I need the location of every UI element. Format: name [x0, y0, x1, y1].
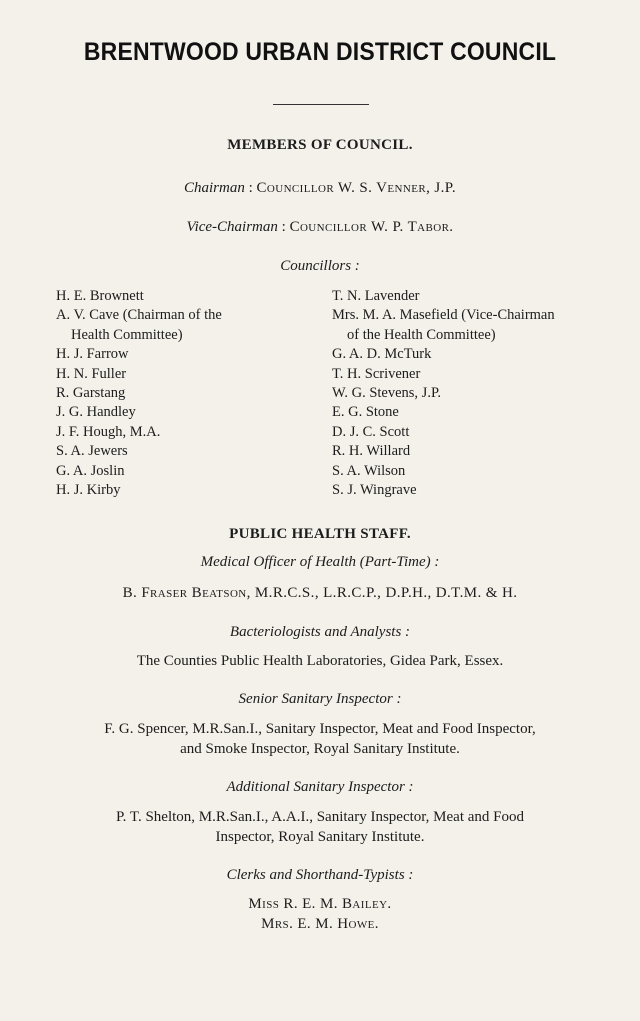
councillors-label: Councillors : [280, 258, 360, 274]
clerk-2-text: Mrs. E. M. Howe. [261, 916, 379, 932]
title-divider [273, 104, 369, 105]
clerk-2 [0, 916, 640, 933]
bacteriologists-name: The Counties Public Health Laboratories, Gidea Park, Essex. [136, 653, 504, 669]
councillor-name: T. N. Lavender [332, 288, 420, 304]
clerks-role: Clerks and Shorthand-Typists : [226, 867, 414, 883]
additional-inspector-line-1: P. T. Shelton, M.R.San.I., A.A.I., Sanitary Inspector, Meat and Food [116, 809, 524, 825]
members-heading: MEMBERS OF COUNCIL. [227, 137, 413, 153]
councillor-name: H. E. Brownett [56, 288, 144, 304]
councillor-name: E. G. Stone [332, 404, 399, 421]
moh-name-text: B. Fraser Beatson, M.R.C.S., L.R.C.P., D.P.H., D.T.M. & H. [122, 585, 518, 601]
page-title: BRENTWOOD URBAN DISTRICT COUNCIL [83, 38, 557, 66]
councillor-name: S. J. Wingrave [332, 482, 417, 499]
chairman-line: Chairman : Councillor W. S. Venner, J.P. [183, 180, 456, 196]
councillor-name: Mrs. M. A. Masefield (Vice-Chairman [332, 307, 555, 324]
councillor-name: T. H. Scrivener [332, 365, 421, 382]
additional-inspector-role: Additional Sanitary Inspector : [226, 779, 414, 795]
councillor-name: of the Health Committee) [347, 326, 496, 343]
councillor-name: D. J. C. Scott [332, 423, 410, 440]
senior-inspector-line-1: F. G. Spencer, M.R.San.I., Sanitary Inspector, Meat and Food Inspector, [104, 721, 536, 737]
councillor-name: G. A. D. McTurk [332, 346, 432, 363]
chairman-role: Chairman [183, 180, 245, 196]
councillor-name: R. H. Willard [332, 443, 411, 460]
councillor-name: G. A. Joslin [56, 462, 125, 479]
councillor-name: S. A. Jewers [56, 443, 128, 460]
chairman-name: Councillor W. S. Venner, J.P. [256, 180, 456, 196]
councillor-name: J. G. Handley [56, 404, 136, 421]
senior-inspector-line-2: and Smoke Inspector, Royal Sanitary Institute. [180, 741, 460, 757]
vice-chairman-role: Vice-Chairman [186, 219, 278, 235]
additional-inspector-line-2: Inspector, Royal Sanitary Institute. [215, 829, 425, 845]
councillor-name: J. F. Hough, M.A. [56, 423, 161, 440]
councillor-name: W. G. Stevens, J.P. [332, 385, 442, 402]
councillor-name: A. V. Cave (Chairman of the [56, 307, 222, 324]
senior-inspector-role: Senior Sanitary Inspector : [238, 691, 402, 707]
councillor-name: H. J. Kirby [56, 482, 121, 499]
councillor-name: H. N. Fuller [56, 365, 127, 382]
moh-role: Medical Officer of Health (Part-Time) : [200, 554, 440, 570]
clerk-1 [0, 896, 640, 913]
vice-chairman-line: Vice-Chairman : Councillor W. P. Tabor. [186, 219, 454, 235]
councillors-left-column [56, 287, 222, 500]
staff-heading: PUBLIC HEALTH STAFF. [229, 526, 411, 542]
moh-name [0, 585, 640, 602]
councillors-right-column [332, 287, 555, 500]
bacteriologists-role: Bacteriologists and Analysts : [229, 624, 411, 640]
councillor-name: H. J. Farrow [56, 346, 129, 363]
councillor-name: R. Garstang [56, 385, 126, 402]
vice-chairman-name: Councillor W. P. Tabor. [289, 219, 454, 235]
councillor-name: Health Committee) [71, 326, 183, 343]
councillor-name: S. A. Wilson [332, 462, 406, 479]
clerk-1-text: Miss R. E. M. Bailey. [248, 896, 392, 912]
